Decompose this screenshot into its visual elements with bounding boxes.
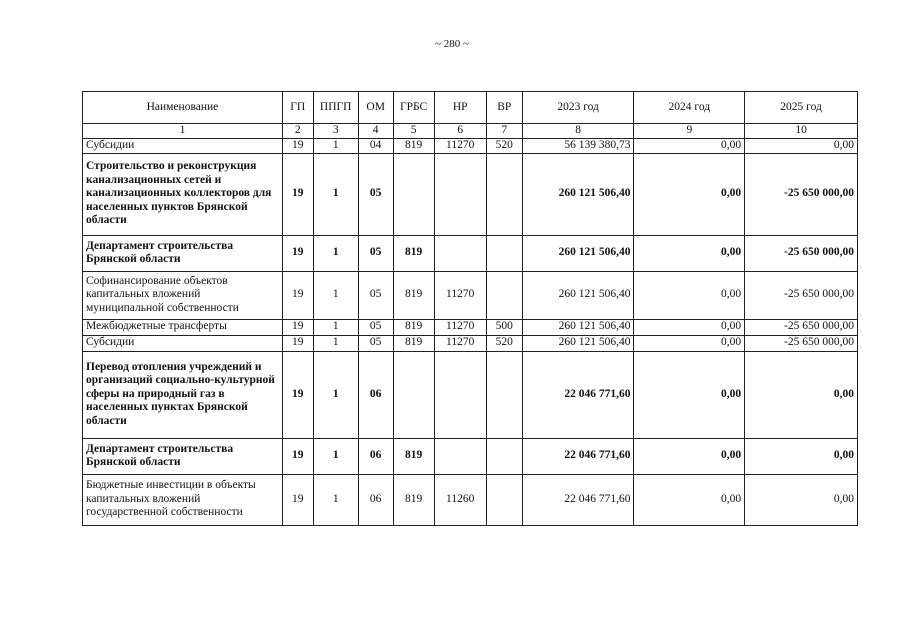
cell-y2024: 0,00 [634, 235, 745, 271]
cell-y2023: 260 121 506,40 [522, 271, 634, 319]
header-y2023: 2023 год [522, 92, 634, 124]
header-grbs: ГРБС [393, 92, 434, 124]
table-row [83, 271, 858, 319]
cell-ppgp: 1 [313, 235, 358, 271]
cell-nr [434, 153, 486, 235]
cell-om: 05 [358, 271, 393, 319]
table-row [83, 474, 858, 525]
cell-nr [434, 235, 486, 271]
cell-om: 06 [358, 474, 393, 525]
cell-name: Строительство и реконструкция канализационных сетей и канализационных коллекторов для населенных пунктов Брянской области [83, 153, 283, 235]
cell-grbs: 819 [393, 438, 434, 474]
cell-name: Бюджетные инвестиции в объекты капитальных вложений государственной собственности [83, 474, 283, 525]
column-number-y2024: 9 [634, 124, 745, 139]
cell-y2025: 0,00 [745, 438, 858, 474]
cell-y2025: 0,00 [745, 139, 858, 154]
table-row [83, 235, 858, 271]
page-number: ~ 280 ~ [435, 38, 469, 50]
cell-ppgp: 1 [313, 351, 358, 438]
table-row [83, 351, 858, 438]
column-number-name: 1 [83, 124, 283, 139]
cell-y2024: 0,00 [634, 319, 745, 335]
column-number-row [83, 124, 858, 139]
cell-vr [486, 438, 522, 474]
cell-y2024: 0,00 [634, 139, 745, 154]
column-number-om: 4 [358, 124, 393, 139]
cell-gp: 19 [282, 335, 313, 351]
column-number-y2025: 10 [745, 124, 858, 139]
cell-ppgp: 1 [313, 139, 358, 154]
cell-y2025: -25 650 000,00 [745, 235, 858, 271]
cell-y2024: 0,00 [634, 351, 745, 438]
cell-y2023: 260 121 506,40 [522, 235, 634, 271]
cell-y2025: -25 650 000,00 [745, 335, 858, 351]
cell-vr: 520 [486, 139, 522, 154]
cell-vr: 520 [486, 335, 522, 351]
cell-name: Межбюджетные трансферты [83, 319, 283, 335]
cell-y2023: 22 046 771,60 [522, 438, 634, 474]
cell-y2025: 0,00 [745, 474, 858, 525]
header-om: ОМ [358, 92, 393, 124]
table-body [83, 139, 858, 526]
cell-gp: 19 [282, 319, 313, 335]
cell-grbs: 819 [393, 319, 434, 335]
cell-grbs: 819 [393, 474, 434, 525]
table-row [83, 438, 858, 474]
cell-grbs: 819 [393, 235, 434, 271]
cell-ppgp: 1 [313, 474, 358, 525]
cell-y2023: 22 046 771,60 [522, 474, 634, 525]
cell-om: 06 [358, 351, 393, 438]
cell-nr: 11260 [434, 474, 486, 525]
header-y2025: 2025 год [745, 92, 858, 124]
cell-gp: 19 [282, 271, 313, 319]
column-number-vr: 7 [486, 124, 522, 139]
cell-y2023: 260 121 506,40 [522, 319, 634, 335]
cell-vr [486, 153, 522, 235]
cell-y2023: 56 139 380,73 [522, 139, 634, 154]
cell-name: Софинансирование объектов капитальных вложений муниципальной собственности [83, 271, 283, 319]
cell-nr: 11270 [434, 335, 486, 351]
cell-gp: 19 [282, 351, 313, 438]
header-name: Наименование [83, 92, 283, 124]
cell-nr: 11270 [434, 139, 486, 154]
cell-nr [434, 351, 486, 438]
cell-grbs [393, 153, 434, 235]
cell-ppgp: 1 [313, 271, 358, 319]
cell-gp: 19 [282, 235, 313, 271]
cell-y2023: 260 121 506,40 [522, 335, 634, 351]
header-nr: НР [434, 92, 486, 124]
cell-y2024: 0,00 [634, 438, 745, 474]
table-row [83, 319, 858, 335]
cell-name: Департамент строительства Брянской области [83, 438, 283, 474]
budget-table [82, 91, 858, 526]
cell-grbs: 819 [393, 271, 434, 319]
cell-grbs: 819 [393, 335, 434, 351]
cell-name: Департамент строительства Брянской области [83, 235, 283, 271]
cell-vr [486, 271, 522, 319]
cell-om: 05 [358, 235, 393, 271]
cell-name: Перевод отопления учреждений и организаций социально-культурной сферы на природный газ в населенных пунктах Брянской области [83, 351, 283, 438]
cell-y2024: 0,00 [634, 271, 745, 319]
cell-y2025: -25 650 000,00 [745, 271, 858, 319]
header-gp: ГП [282, 92, 313, 124]
cell-y2024: 0,00 [634, 335, 745, 351]
cell-vr: 500 [486, 319, 522, 335]
cell-y2025: 0,00 [745, 351, 858, 438]
cell-om: 05 [358, 335, 393, 351]
header-row [83, 92, 858, 124]
cell-grbs: 819 [393, 139, 434, 154]
cell-nr: 11270 [434, 319, 486, 335]
table-row [83, 139, 858, 154]
cell-nr [434, 438, 486, 474]
cell-vr [486, 235, 522, 271]
cell-ppgp: 1 [313, 319, 358, 335]
column-number-y2023: 8 [522, 124, 634, 139]
cell-y2025: -25 650 000,00 [745, 153, 858, 235]
cell-gp: 19 [282, 139, 313, 154]
cell-ppgp: 1 [313, 438, 358, 474]
cell-grbs [393, 351, 434, 438]
column-number-nr: 6 [434, 124, 486, 139]
cell-om: 04 [358, 139, 393, 154]
cell-om: 06 [358, 438, 393, 474]
cell-name: Субсидии [83, 139, 283, 154]
cell-om: 05 [358, 319, 393, 335]
table-row [83, 335, 858, 351]
cell-ppgp: 1 [313, 335, 358, 351]
column-number-gp: 2 [282, 124, 313, 139]
column-number-grbs: 5 [393, 124, 434, 139]
cell-name: Субсидии [83, 335, 283, 351]
header-ppgp: ППГП [313, 92, 358, 124]
cell-ppgp: 1 [313, 153, 358, 235]
header-vr: ВР [486, 92, 522, 124]
header-y2024: 2024 год [634, 92, 745, 124]
column-number-ppgp: 3 [313, 124, 358, 139]
cell-vr [486, 351, 522, 438]
table-row [83, 153, 858, 235]
cell-y2025: -25 650 000,00 [745, 319, 858, 335]
cell-y2023: 22 046 771,60 [522, 351, 634, 438]
cell-vr [486, 474, 522, 525]
cell-gp: 19 [282, 474, 313, 525]
cell-nr: 11270 [434, 271, 486, 319]
cell-gp: 19 [282, 438, 313, 474]
cell-y2024: 0,00 [634, 153, 745, 235]
cell-y2023: 260 121 506,40 [522, 153, 634, 235]
cell-gp: 19 [282, 153, 313, 235]
cell-y2024: 0,00 [634, 474, 745, 525]
cell-om: 05 [358, 153, 393, 235]
